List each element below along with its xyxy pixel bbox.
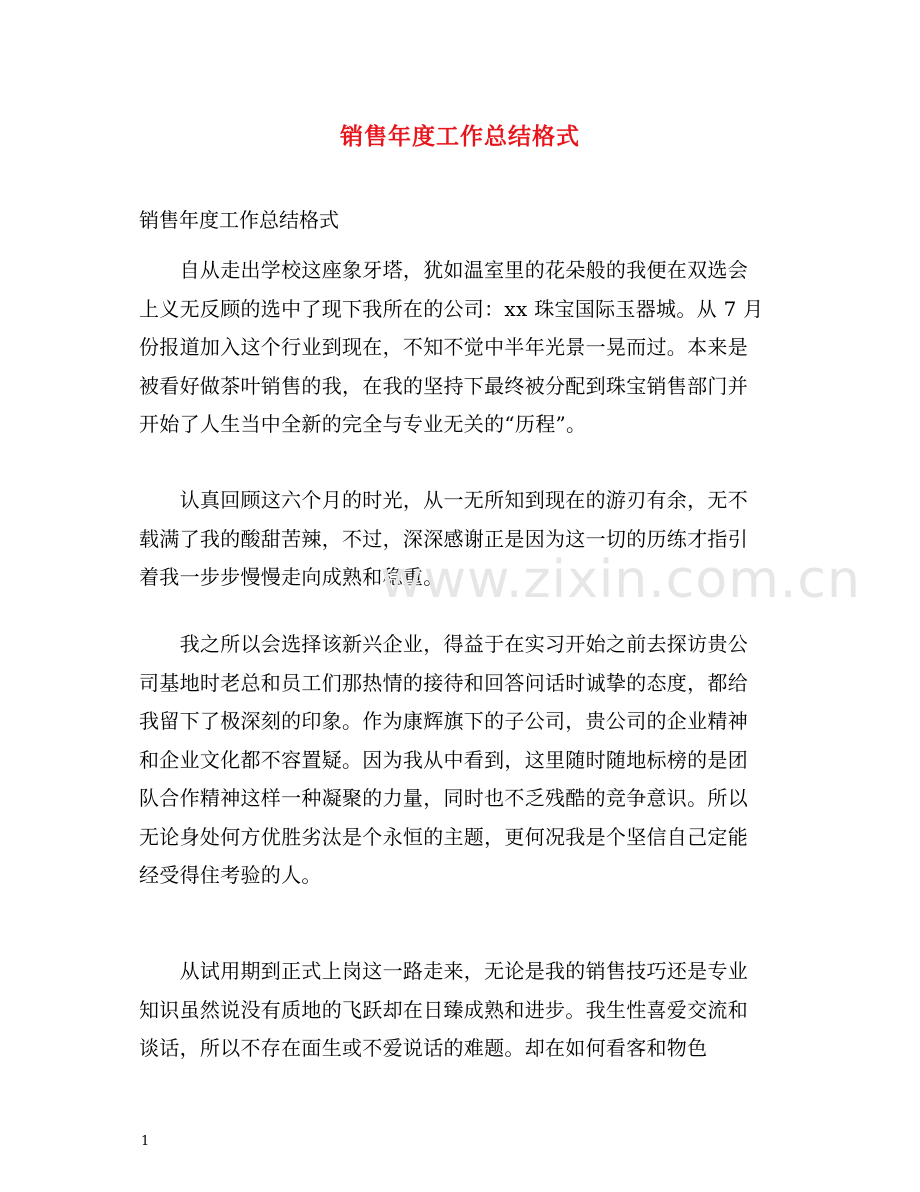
paragraph-line: 被看好做茶叶销售的我，在我的坚持下最终被分配到珠宝销售部门并 (139, 373, 748, 398)
paragraph-line: 队合作精神这样一种凝聚的力量，同时也不乏残酷的竞争意识。所以 (139, 786, 748, 810)
paragraph-line: 认真回顾这六个月的时光，从一无所知到现在的游刃有余，无不 (139, 488, 748, 512)
document-subtitle: 销售年度工作总结格式 (139, 208, 339, 232)
paragraph-line: 着我一步步慢慢走向成熟和稳重。 (139, 565, 444, 589)
paragraph-line: 经受得住考验的人。 (139, 863, 322, 887)
paragraph-line: 载满了我的酸甜苦辣，不过，深深感谢正是因为这一切的历练才指引 (139, 526, 748, 551)
paragraph-line: 我之所以会选择该新兴企业，得益于在实习开始之前去探访贵公 (139, 632, 748, 656)
paragraph-line: 上义无反顾的选中了现下我所在的公司：xx 珠宝国际玉器城。从 7 月 (139, 296, 764, 321)
paragraph-line: 谈话，所以不存在面生或不爱说话的难题。却在如何看客和物色 (139, 1036, 708, 1060)
paragraph-line: 司基地时老总和员工们那热情的接待和回答问话时诚挚的态度，都给 (139, 670, 748, 695)
paragraph-4 (139, 952, 781, 1068)
paragraph-1 (139, 251, 781, 444)
page-number: 1 (141, 1134, 150, 1149)
paragraph-line: 知识虽然说没有质地的飞跃却在日臻成熟和进步。我生性喜爱交流和 (139, 997, 748, 1022)
document-title: 销售年度工作总结格式 (340, 123, 580, 150)
paragraph-3 (139, 625, 781, 895)
paragraph-line: 和企业文化都不容置疑。因为我从中看到，这里随时随地标榜的是团 (139, 747, 748, 772)
paragraph-2 (139, 481, 781, 597)
paragraph-line: 份报道加入这个行业到现在，不知不觉中半年光景一晃而过。本来是 (139, 335, 748, 359)
paragraph-line: 从试用期到正式上岗这一路走来，无论是我的销售技巧还是专业 (139, 959, 748, 983)
paragraph-line: 自从走出学校这座象牙塔，犹如温室里的花朵般的我便在双选会 (139, 258, 748, 282)
paragraph-line: 开始了人生当中全新的完全与专业无关的“历程”。 (139, 412, 587, 436)
paragraph-line: 我留下了极深刻的印象。作为康辉旗下的子公司，贵公司的企业精神 (139, 709, 748, 733)
watermark: www.zixin.com.cn (380, 550, 861, 610)
paragraph-line: 无论身处何方优胜劣汰是个永恒的主题，更何况我是个坚信自己定能 (139, 824, 748, 849)
